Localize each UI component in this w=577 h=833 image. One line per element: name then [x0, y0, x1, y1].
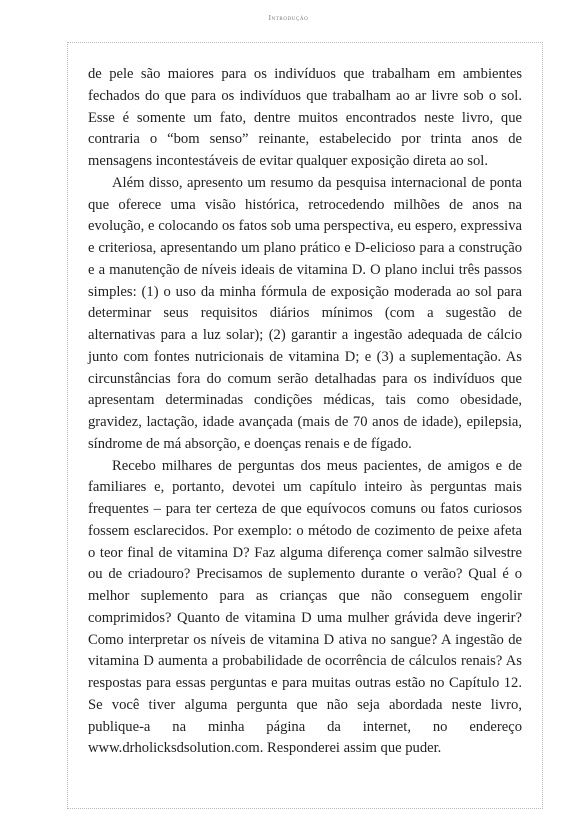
paragraph-continued: de pele são maiores para os indivíduos que trabalham em ambientes fechados do que para os indivíduos que trabalham ao ar livre sob o sol. Esse é somente um fato, dentre muitos encontrados neste livro, que contraria o “bom senso” reinante, estabelecido por trinta anos de mensagens incontestáveis de evitar qualquer exposição direta ao sol.	[88, 66, 522, 169]
paragraph-questions: Recebo milhares de perguntas dos meus pacientes, de amigos e de familiares e, portanto, devotei um capítulo inteiro às perguntas mais frequentes – para ter certeza de que equívocos comuns ou fatos curiosos fossem esclarecidos. Por exemplo: o método de cozimento de peixe afeta o teor final de vitamina D? Faz alguma diferença comer salmão silvestre ou de criadouro? Precisamos de suplemento durante o verão? Qual é o melhor suplemento para as crianças que não conseguem engolir comprimidos? Quanto de vitamina D uma mulher grávida deve ingerir? Como interpretar os níveis de vitamina D ativa no sangue? A ingestão de vitamina D aumenta a probabilidade de ocorrência de cálculos renais? As respostas para essas perguntas e para muitas outras estão no Capítulo 12. Se você tiver alguma pergunta que não seja abordada neste livro, publique-a na minha página da internet, no endereço www.drholicksdsolution.com. Responderei assim que puder.	[88, 457, 522, 757]
body-text	[88, 64, 522, 760]
running-head: Introdução	[268, 14, 309, 22]
paragraph-summary: Além disso, apresento um resumo da pesquisa internacional de ponta que oferece uma visão histórica, retrocedendo milhões de anos na evolução, e colocando os fatos sob uma perspectiva, eu espero, expressiva e criteriosa, apresentando um plano prático e D-elicioso para a construção e a manutenção de níveis ideais de vitamina D. O plano inclui três passos simples: (1) o uso da minha fórmula de exposição moderada ao sol para determinar seus requisitos diários mínimos (com a sugestão de alternativas para a luz solar); (2) garantir a ingestão adequada de cálcio junto com fontes nutricionais de vitamina D; e (3) a suplementação. As circunstâncias fora do comum serão detalhadas para os indivíduos que apresentam determinadas condições médicas, tais como obesidade, gravidez, lactação, idade avançada (mais de 70 anos de idade), epilepsia, síndrome de má absorção, e doenças renais e de fígado.	[88, 174, 522, 452]
